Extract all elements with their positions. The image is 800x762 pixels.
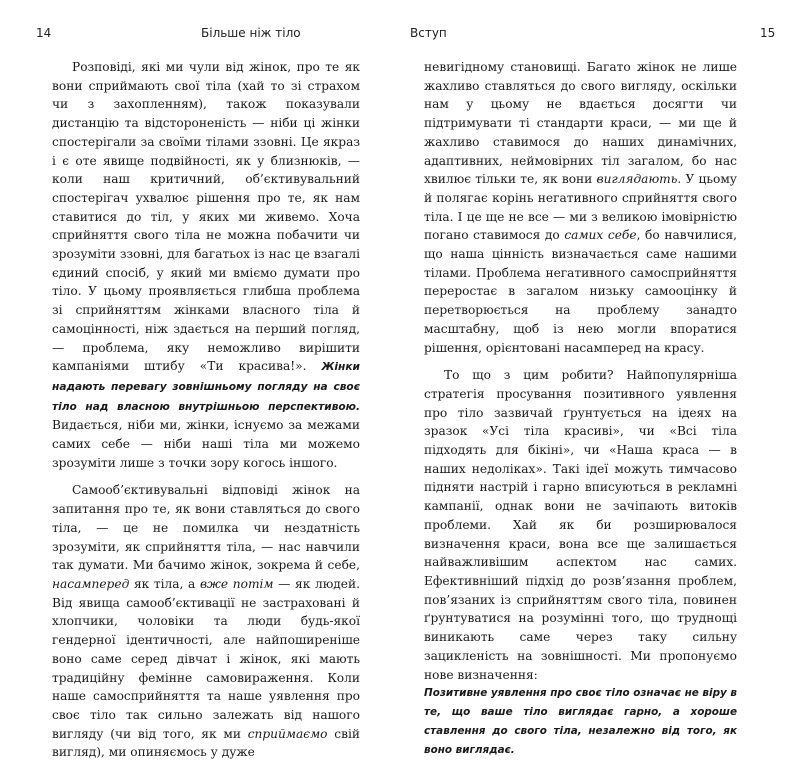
italic-emphasis: сприймаємо xyxy=(247,726,328,741)
italic-emphasis: насамперед xyxy=(52,576,130,591)
bold-italic-emphasis: Жінки надають перевагу зовнішньому погляду на своє тіло над власною внутрішньою перспективою. xyxy=(52,361,360,413)
right-page xyxy=(400,0,800,757)
paragraph: невигідному становищі. Багато жінок не лише жахливо ставляться до свого вигляду, оскільки нам у цьому не вдається досягти чи підтримувати ті стандарти краси, — ми ще й жахливо ставимося до наших динамічних, адаптивних, неймовірних тіл загалом, бо нас хвилює тільки те, як вони виглядають. У цьому й полягає корінь негативного сприйняття свого тіла. І це ще не все — ми з великою імовірністю погано ставимося до самих себе, бо навчилися, що наша цінність визначається саме нашими тілами. Проблема негативного самосприйняття переростає в загалом низьку самооцінку й перетворюється на проблему занадто масштабну, щоб із нею могли впоратися рішення, орієнтовані насамперед на красу. xyxy=(424,60,738,355)
left-page xyxy=(0,0,400,760)
running-head: Вступ xyxy=(410,26,447,40)
page-number: 15 xyxy=(760,26,776,40)
italic-emphasis: вже потім xyxy=(199,576,274,591)
body-text xyxy=(52,58,360,762)
running-head: Більше ніж тіло xyxy=(201,26,301,40)
body-text xyxy=(424,58,737,760)
paragraph: Розповіді, які ми чули від жінок, про те як вони сприймають свої тіла (хай то зі страхом чи з захопленням), також показували дистанцію та відстороненість — ніби ці жінки спостерігали за своїми тілами ззовні. Це якраз і є оте явище подвійності, як у близнюків, — коли наш критичний, об’єктивувальний спостерігач ухвалює рішення про те, як нам ставитися до тіл, у яких ми живемо. Хоча сприйняття свого тіла не можна побачити чи зрозуміти ззовні, для багатьох із нас це взагалі єдиний спосіб, у який ми вміємо думати про тіло. У цьому проявляється глибша проблема зі сприйняттям жінками власного тіла й самоцінності, ніж здається на перший погляд, — проблема, яку неможливо вирішити кампаніями штибу «Ти красива!». Жінки надають перевагу зовнішньому погляду на своє тіло над власною внутрішньою перспективою. Видається, ніби ми, жінки, існуємо за межами самих себе — ніби наші тіла ми можемо зрозуміти лише з точки зору когось іншого. xyxy=(52,60,360,470)
definition-statement: Позитивне уявлення про своє тіло означає не віру в те, що ваше тіло виглядає гарно, а хороше ставлення до свого тіла, незалежно від того, як воно виглядає. xyxy=(424,687,737,757)
paragraph: Самооб’єктивувальні відповіді жінок на запитання про те, як вони ставляться до свого тіла, — це не помилка чи нездатність зрозуміти, як сприйняття тіла, — нас навчили так думати. Ми бачимо жінок, зокрема й себе, насамперед як тіла, а вже потім — як людей. Від явища самооб’єктивації не застраховані й хлопчики, чоловіки та люди будь-якої гендерної ідентичності, але найпоширеніше воно саме серед дівчат і жінок, які мають традиційну фемінне самовираження. Коли наше самосприйняття та наше уявлення про своє тіло так сильно залежать від нашого вигляду (чи від того, як ми сприймаємо свій вигляд), ми опиняємось у дуже xyxy=(52,483,361,760)
paragraph: То що з цим робити? Найпопулярніша стратегія просування позитивного уявлення про тіло зазвичай ґрунтується на ідеях на зразок «Усі тіла красиві», чи «Всі тіла підходять для бікіні», чи «Наша краса — в наших недоліках». Такі ідеї можуть тимчасово підняти настрій і гарно вписуються в рекламні кампанії, однак вони не зачіпають витоків проблеми. Хай як би розширювалося визначення краси, вона все ще залишається найважливішим аспектом нас самих. Ефективніший підхід до розв’язання проблем, пов’язаних із сприйняттям свого тіла, повинен ґрунтуватися на розумінні того, що труднощі виникають саме через таку сильну зацикленість на зовнішності. Ми пропонуємо нове визначення: xyxy=(424,368,737,682)
italic-emphasis: виглядають. xyxy=(596,172,682,187)
page-number: 14 xyxy=(36,26,52,40)
italic-emphasis: самих себе xyxy=(564,228,637,243)
